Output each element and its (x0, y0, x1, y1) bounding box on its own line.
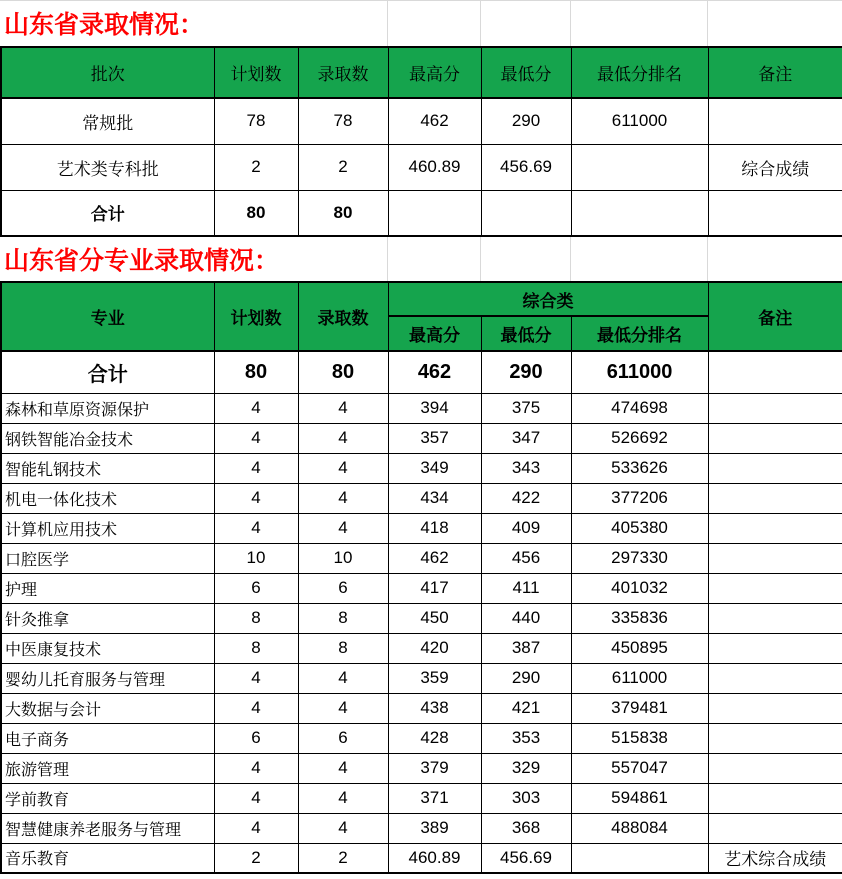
header-min-rank: 最低分排名 (571, 47, 708, 98)
table-row (1, 573, 842, 603)
max-score-cell (388, 190, 481, 236)
admitted-cell: 6 (298, 723, 388, 753)
table-row (1, 723, 842, 753)
major-name-cell: 智能轧钢技术 (1, 453, 214, 483)
table-row (1, 98, 842, 144)
remark-cell (708, 573, 842, 603)
batch-cell: 艺术类专科批 (1, 144, 214, 190)
min-score-cell: 290 (481, 663, 571, 693)
plan-cell: 10 (214, 543, 298, 573)
min-score-cell: 409 (481, 513, 571, 543)
major-name-cell: 针灸推拿 (1, 603, 214, 633)
min-score-cell: 421 (481, 693, 571, 723)
admitted-cell: 4 (298, 693, 388, 723)
admitted-cell: 4 (298, 453, 388, 483)
major-name-cell: 护理 (1, 573, 214, 603)
remark-cell (708, 813, 842, 843)
major-name-cell: 音乐教育 (1, 843, 214, 873)
section2-title-band (0, 237, 842, 281)
major-header-row-1 (1, 282, 842, 316)
plan-cell: 8 (214, 633, 298, 663)
plan-cell: 4 (214, 813, 298, 843)
min-rank-cell: 377206 (571, 483, 708, 513)
section2-title: 山东省分专业录取情况： (4, 247, 280, 275)
min-rank-cell: 335836 (571, 603, 708, 633)
max-score-cell: 462 (388, 351, 481, 393)
major-rows (1, 351, 842, 873)
max-score-cell: 434 (388, 483, 481, 513)
admitted-cell: 2 (298, 843, 388, 873)
remark-cell (708, 603, 842, 633)
min-rank-cell: 526692 (571, 423, 708, 453)
max-score-cell: 357 (388, 423, 481, 453)
header-max-score: 最高分 (388, 316, 481, 351)
header-min-score: 最低分 (481, 316, 571, 351)
gridline (707, 0, 708, 46)
header-remark: 备注 (708, 282, 842, 351)
admitted-cell: 80 (298, 351, 388, 393)
gridline (0, 0, 842, 1)
remark-cell (708, 513, 842, 543)
min-score-cell: 303 (481, 783, 571, 813)
major-name-cell: 智慧健康养老服务与管理 (1, 813, 214, 843)
min-rank-cell: 405380 (571, 513, 708, 543)
plan-cell: 4 (214, 423, 298, 453)
header-min-rank: 最低分排名 (571, 316, 708, 351)
admitted-cell: 4 (298, 663, 388, 693)
plan-cell: 80 (214, 351, 298, 393)
major-name-cell: 钢铁智能冶金技术 (1, 423, 214, 453)
major-name-cell: 旅游管理 (1, 753, 214, 783)
plan-cell: 6 (214, 573, 298, 603)
table-row (1, 843, 842, 873)
min-score-cell: 456 (481, 543, 571, 573)
min-score-cell: 456.69 (481, 843, 571, 873)
min-rank-cell: 297330 (571, 543, 708, 573)
major-name-cell: 口腔医学 (1, 543, 214, 573)
remark-cell (708, 723, 842, 753)
admitted-cell: 8 (298, 633, 388, 663)
section1-title: 山东省录取情况： (4, 11, 205, 39)
major-name-cell: 学前教育 (1, 783, 214, 813)
remark-cell: 综合成绩 (708, 144, 842, 190)
table-row (1, 783, 842, 813)
max-score-cell: 417 (388, 573, 481, 603)
admission-summary-table (0, 46, 842, 237)
gridline (570, 237, 571, 281)
table-row (1, 603, 842, 633)
header-min-score: 最低分 (481, 47, 571, 98)
min-score-cell: 422 (481, 483, 571, 513)
plan-cell: 4 (214, 483, 298, 513)
table-row (1, 633, 842, 663)
max-score-cell: 371 (388, 783, 481, 813)
major-name-cell: 机电一体化技术 (1, 483, 214, 513)
max-score-cell: 438 (388, 693, 481, 723)
header-max-score: 最高分 (388, 47, 481, 98)
gridline (570, 0, 571, 46)
admitted-cell: 6 (298, 573, 388, 603)
header-admitted: 录取数 (298, 47, 388, 98)
remark-cell (708, 453, 842, 483)
admitted-cell: 4 (298, 483, 388, 513)
major-total-row (1, 351, 842, 393)
plan-cell: 4 (214, 753, 298, 783)
admission-by-major-table (0, 281, 842, 874)
admitted-cell: 80 (298, 190, 388, 236)
admitted-cell: 10 (298, 543, 388, 573)
min-rank-cell (571, 144, 708, 190)
remark-cell (708, 423, 842, 453)
min-score-cell: 456.69 (481, 144, 571, 190)
remark-cell (708, 633, 842, 663)
min-rank-cell: 379481 (571, 693, 708, 723)
gridline (387, 237, 388, 281)
remark-cell (708, 483, 842, 513)
min-rank-cell: 401032 (571, 573, 708, 603)
gridline (707, 237, 708, 281)
remark-cell (708, 190, 842, 236)
min-score-cell: 343 (481, 453, 571, 483)
max-score-cell: 359 (388, 663, 481, 693)
plan-cell: 8 (214, 603, 298, 633)
plan-cell: 4 (214, 693, 298, 723)
admitted-cell: 78 (298, 98, 388, 144)
min-rank-cell (571, 190, 708, 236)
min-rank-cell: 611000 (571, 98, 708, 144)
major-name-cell: 中医康复技术 (1, 633, 214, 663)
plan-cell: 2 (214, 144, 298, 190)
remark-cell (708, 693, 842, 723)
table-row (1, 483, 842, 513)
min-rank-cell: 611000 (571, 663, 708, 693)
admitted-cell: 4 (298, 813, 388, 843)
remark-cell (708, 393, 842, 423)
table-row (1, 513, 842, 543)
batch-cell: 合计 (1, 190, 214, 236)
plan-cell: 4 (214, 663, 298, 693)
plan-cell: 4 (214, 453, 298, 483)
major-name-cell: 森林和草原资源保护 (1, 393, 214, 423)
min-rank-cell: 557047 (571, 753, 708, 783)
max-score-cell: 460.89 (388, 843, 481, 873)
remark-cell (708, 543, 842, 573)
min-rank-cell (571, 843, 708, 873)
min-score-cell: 375 (481, 393, 571, 423)
header-batch: 批次 (1, 47, 214, 98)
min-score-cell: 290 (481, 98, 571, 144)
gridline (387, 0, 388, 46)
max-score-cell: 460.89 (388, 144, 481, 190)
table-row (1, 543, 842, 573)
plan-cell: 4 (214, 783, 298, 813)
header-major: 专业 (1, 282, 214, 351)
table-row (1, 393, 842, 423)
table-row (1, 693, 842, 723)
remark-cell (708, 98, 842, 144)
max-score-cell: 379 (388, 753, 481, 783)
table-row (1, 144, 842, 190)
max-score-cell: 462 (388, 98, 481, 144)
plan-cell: 78 (214, 98, 298, 144)
min-score-cell: 329 (481, 753, 571, 783)
summary-total-row (1, 190, 842, 236)
admitted-cell: 4 (298, 393, 388, 423)
section1-title-band (0, 0, 842, 46)
max-score-cell: 450 (388, 603, 481, 633)
min-score-cell (481, 190, 571, 236)
table-row (1, 663, 842, 693)
max-score-cell: 349 (388, 453, 481, 483)
table-row (1, 753, 842, 783)
header-comprehensive-group: 综合类 (388, 282, 708, 316)
table-row (1, 423, 842, 453)
min-rank-cell: 450895 (571, 633, 708, 663)
remark-cell (708, 753, 842, 783)
max-score-cell: 418 (388, 513, 481, 543)
plan-cell: 6 (214, 723, 298, 753)
header-plan: 计划数 (214, 282, 298, 351)
admitted-cell: 8 (298, 603, 388, 633)
min-score-cell: 368 (481, 813, 571, 843)
max-score-cell: 389 (388, 813, 481, 843)
min-rank-cell: 474698 (571, 393, 708, 423)
major-name-cell: 电子商务 (1, 723, 214, 753)
min-score-cell: 290 (481, 351, 571, 393)
min-score-cell: 387 (481, 633, 571, 663)
summary-header-row (1, 47, 842, 98)
min-score-cell: 440 (481, 603, 571, 633)
table-row (1, 453, 842, 483)
min-score-cell: 411 (481, 573, 571, 603)
admitted-cell: 4 (298, 753, 388, 783)
gridline (480, 237, 481, 281)
major-name-cell: 计算机应用技术 (1, 513, 214, 543)
gridline (480, 0, 481, 46)
remark-cell (708, 351, 842, 393)
remark-cell (708, 783, 842, 813)
admitted-cell: 4 (298, 513, 388, 543)
min-rank-cell: 515838 (571, 723, 708, 753)
major-name-cell: 合计 (1, 351, 214, 393)
batch-cell: 常规批 (1, 98, 214, 144)
min-rank-cell: 594861 (571, 783, 708, 813)
header-admitted: 录取数 (298, 282, 388, 351)
plan-cell: 4 (214, 393, 298, 423)
header-remark: 备注 (708, 47, 842, 98)
admitted-cell: 4 (298, 423, 388, 453)
max-score-cell: 420 (388, 633, 481, 663)
min-score-cell: 353 (481, 723, 571, 753)
min-rank-cell: 488084 (571, 813, 708, 843)
min-rank-cell: 611000 (571, 351, 708, 393)
max-score-cell: 462 (388, 543, 481, 573)
remark-cell (708, 663, 842, 693)
max-score-cell: 394 (388, 393, 481, 423)
table-row (1, 813, 842, 843)
major-name-cell: 婴幼儿托育服务与管理 (1, 663, 214, 693)
admitted-cell: 4 (298, 783, 388, 813)
min-rank-cell: 533626 (571, 453, 708, 483)
admitted-cell: 2 (298, 144, 388, 190)
max-score-cell: 428 (388, 723, 481, 753)
header-plan: 计划数 (214, 47, 298, 98)
plan-cell: 4 (214, 513, 298, 543)
remark-cell: 艺术综合成绩 (708, 843, 842, 873)
major-name-cell: 大数据与会计 (1, 693, 214, 723)
plan-cell: 80 (214, 190, 298, 236)
min-score-cell: 347 (481, 423, 571, 453)
plan-cell: 2 (214, 843, 298, 873)
